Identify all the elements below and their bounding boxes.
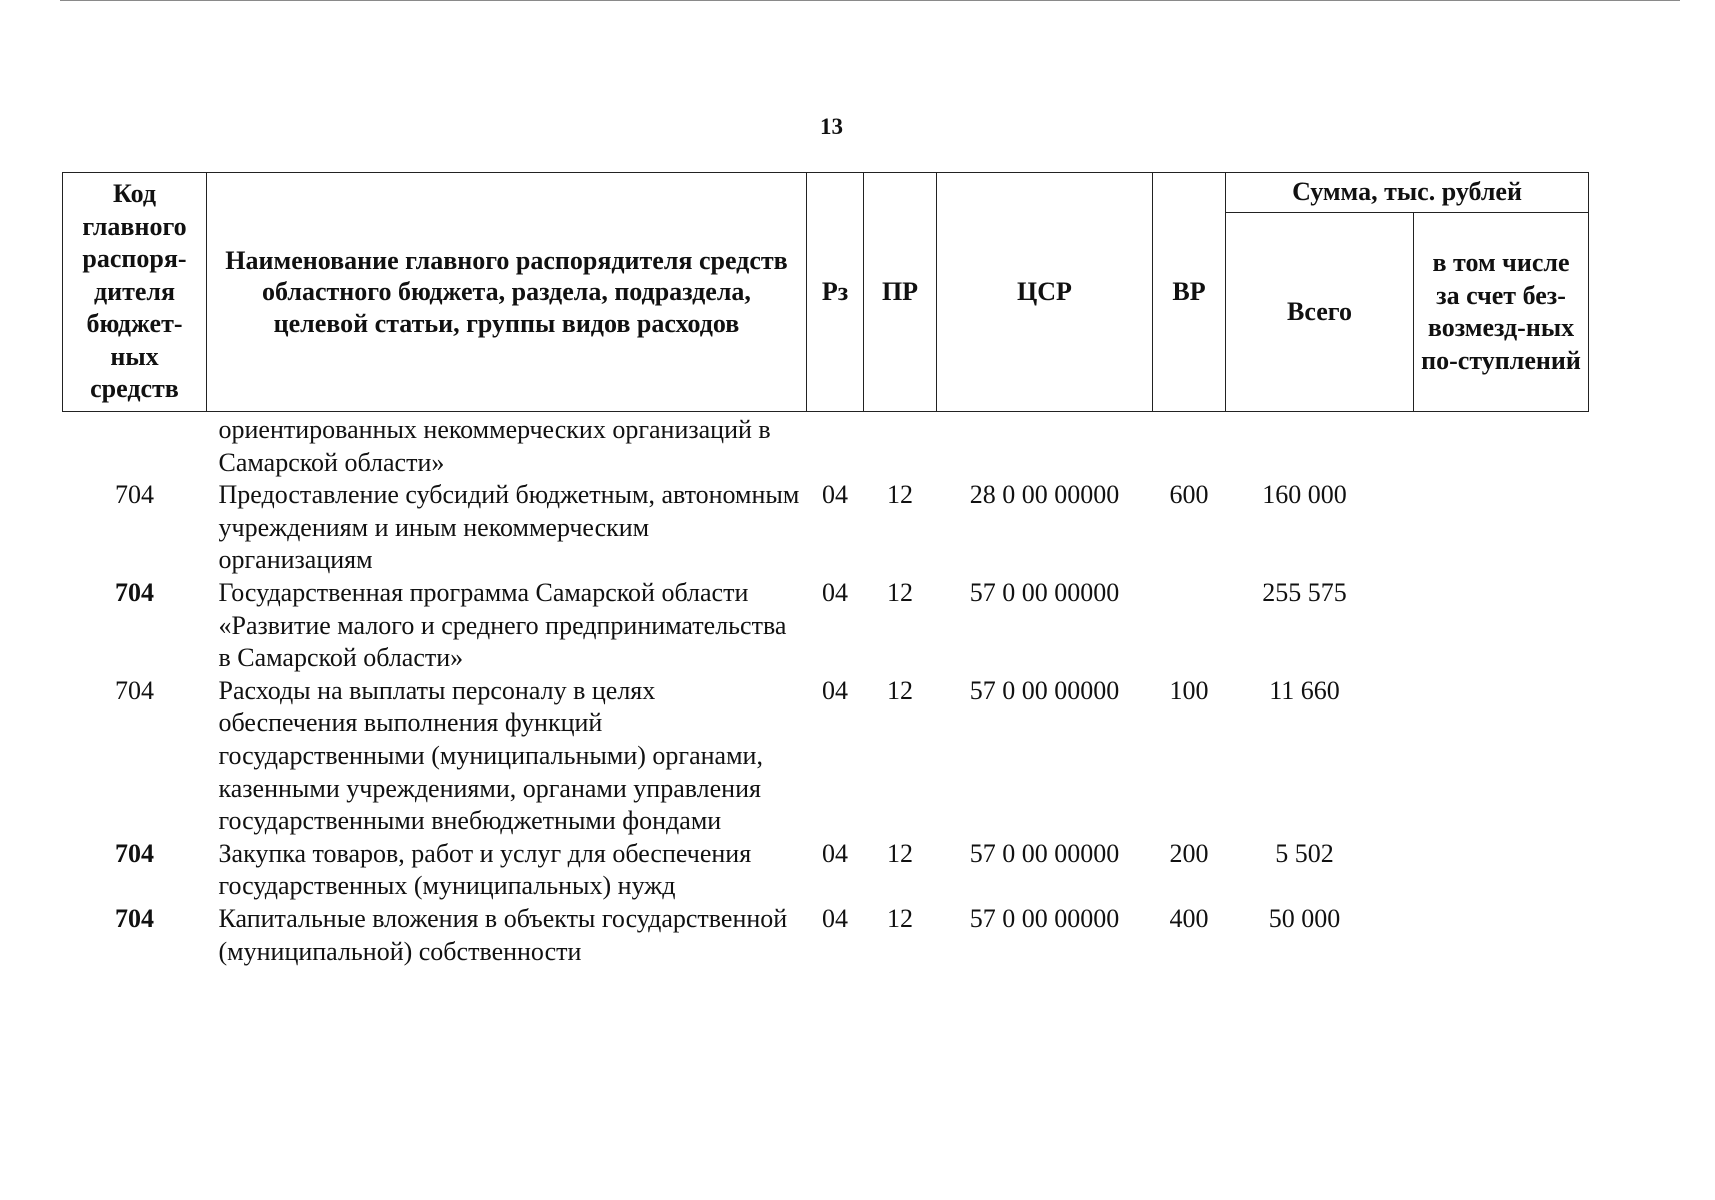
table-row — [63, 675, 1589, 838]
row-rz: 04 — [822, 838, 848, 868]
row-csr: 28 0 00 00000 — [969, 480, 1120, 510]
row-name: Капитальные вложения в объекты государственной (муниципальной) собственности — [218, 903, 788, 966]
row-total: 160 000 — [1262, 480, 1347, 510]
row-vr — [1153, 577, 1226, 675]
row-grant — [1414, 838, 1589, 903]
row-total: 11 660 — [1269, 675, 1340, 705]
row-pr: 12 — [887, 903, 913, 933]
table-row — [63, 479, 1589, 577]
row-total: 255 575 — [1262, 577, 1347, 607]
row-name: Расходы на выплаты персоналу в целях обеспечения выполнения функций государственными (муниципальными) органами, казенными учреждениями, органами управления государственными внебюджетными фондами — [218, 675, 763, 836]
row-code: 704 — [115, 480, 154, 510]
row-rz: 04 — [822, 577, 848, 607]
table-row — [63, 903, 1589, 968]
row-vr — [1153, 412, 1226, 480]
row-code: 704 — [115, 577, 154, 607]
table-row — [63, 412, 1589, 480]
row-csr: 57 0 00 00000 — [969, 903, 1120, 933]
top-rule — [60, 0, 1680, 1]
row-vr: 400 — [1169, 903, 1209, 933]
row-csr: 57 0 00 00000 — [969, 577, 1120, 607]
budget-table — [62, 172, 1589, 968]
row-vr: 100 — [1169, 675, 1209, 705]
row-pr: 12 — [887, 577, 913, 607]
header-pr: ПР — [864, 173, 937, 412]
row-code — [63, 412, 207, 480]
row-pr: 12 — [887, 675, 913, 705]
row-rz: 04 — [822, 675, 848, 705]
row-code: 704 — [115, 903, 154, 933]
header-vr: ВР — [1153, 173, 1226, 412]
row-grant — [1414, 479, 1589, 577]
header-total: Всего — [1226, 213, 1414, 412]
row-csr: 57 0 00 00000 — [969, 838, 1120, 868]
row-name: ориентированных некоммерческих организаций в Самарской области» — [218, 415, 771, 477]
row-grant — [1414, 577, 1589, 675]
row-vr: 600 — [1169, 480, 1209, 510]
header-code: Код главного распоря-дителя бюджет-ных средств — [63, 173, 207, 412]
table-row — [63, 577, 1589, 675]
table-row — [63, 838, 1589, 903]
row-rz — [807, 412, 864, 480]
header-sum-group: Сумма, тыс. рублей — [1226, 173, 1589, 213]
table-body — [63, 412, 1589, 969]
row-pr: 12 — [887, 480, 913, 510]
header-grant: в том числе за счет без-возмезд-ных по-ступлений — [1414, 213, 1589, 412]
row-name: Предоставление субсидий бюджетным, автономным учреждениям и иным некоммерческим организациям — [218, 480, 800, 575]
row-vr: 200 — [1169, 838, 1209, 868]
row-code: 704 — [115, 675, 154, 705]
row-grant — [1414, 903, 1589, 968]
row-grant — [1414, 412, 1589, 480]
table-header — [63, 173, 1589, 412]
row-pr — [864, 412, 937, 480]
row-name: Государственная программа Самарской области «Развитие малого и среднего предпринимательства в Самарской области» — [218, 577, 787, 673]
row-csr — [937, 412, 1153, 480]
row-total — [1226, 412, 1414, 480]
row-grant — [1414, 675, 1589, 838]
row-csr: 57 0 00 00000 — [969, 675, 1120, 705]
row-code: 704 — [115, 838, 154, 868]
row-name: Закупка товаров, работ и услуг для обеспечения государственных (муниципальных) нужд — [218, 838, 752, 901]
page-number: 13 — [820, 114, 843, 139]
row-rz: 04 — [822, 903, 848, 933]
header-csr: ЦСР — [937, 173, 1153, 412]
row-pr: 12 — [887, 838, 913, 868]
row-rz: 04 — [822, 480, 848, 510]
row-total: 50 000 — [1268, 903, 1341, 933]
row-total: 5 502 — [1275, 838, 1334, 868]
header-rz: Рз — [807, 173, 864, 412]
header-name: Наименование главного распорядителя средств областного бюджета, раздела, подраздела, целевой статьи, группы видов расходов — [207, 173, 807, 412]
